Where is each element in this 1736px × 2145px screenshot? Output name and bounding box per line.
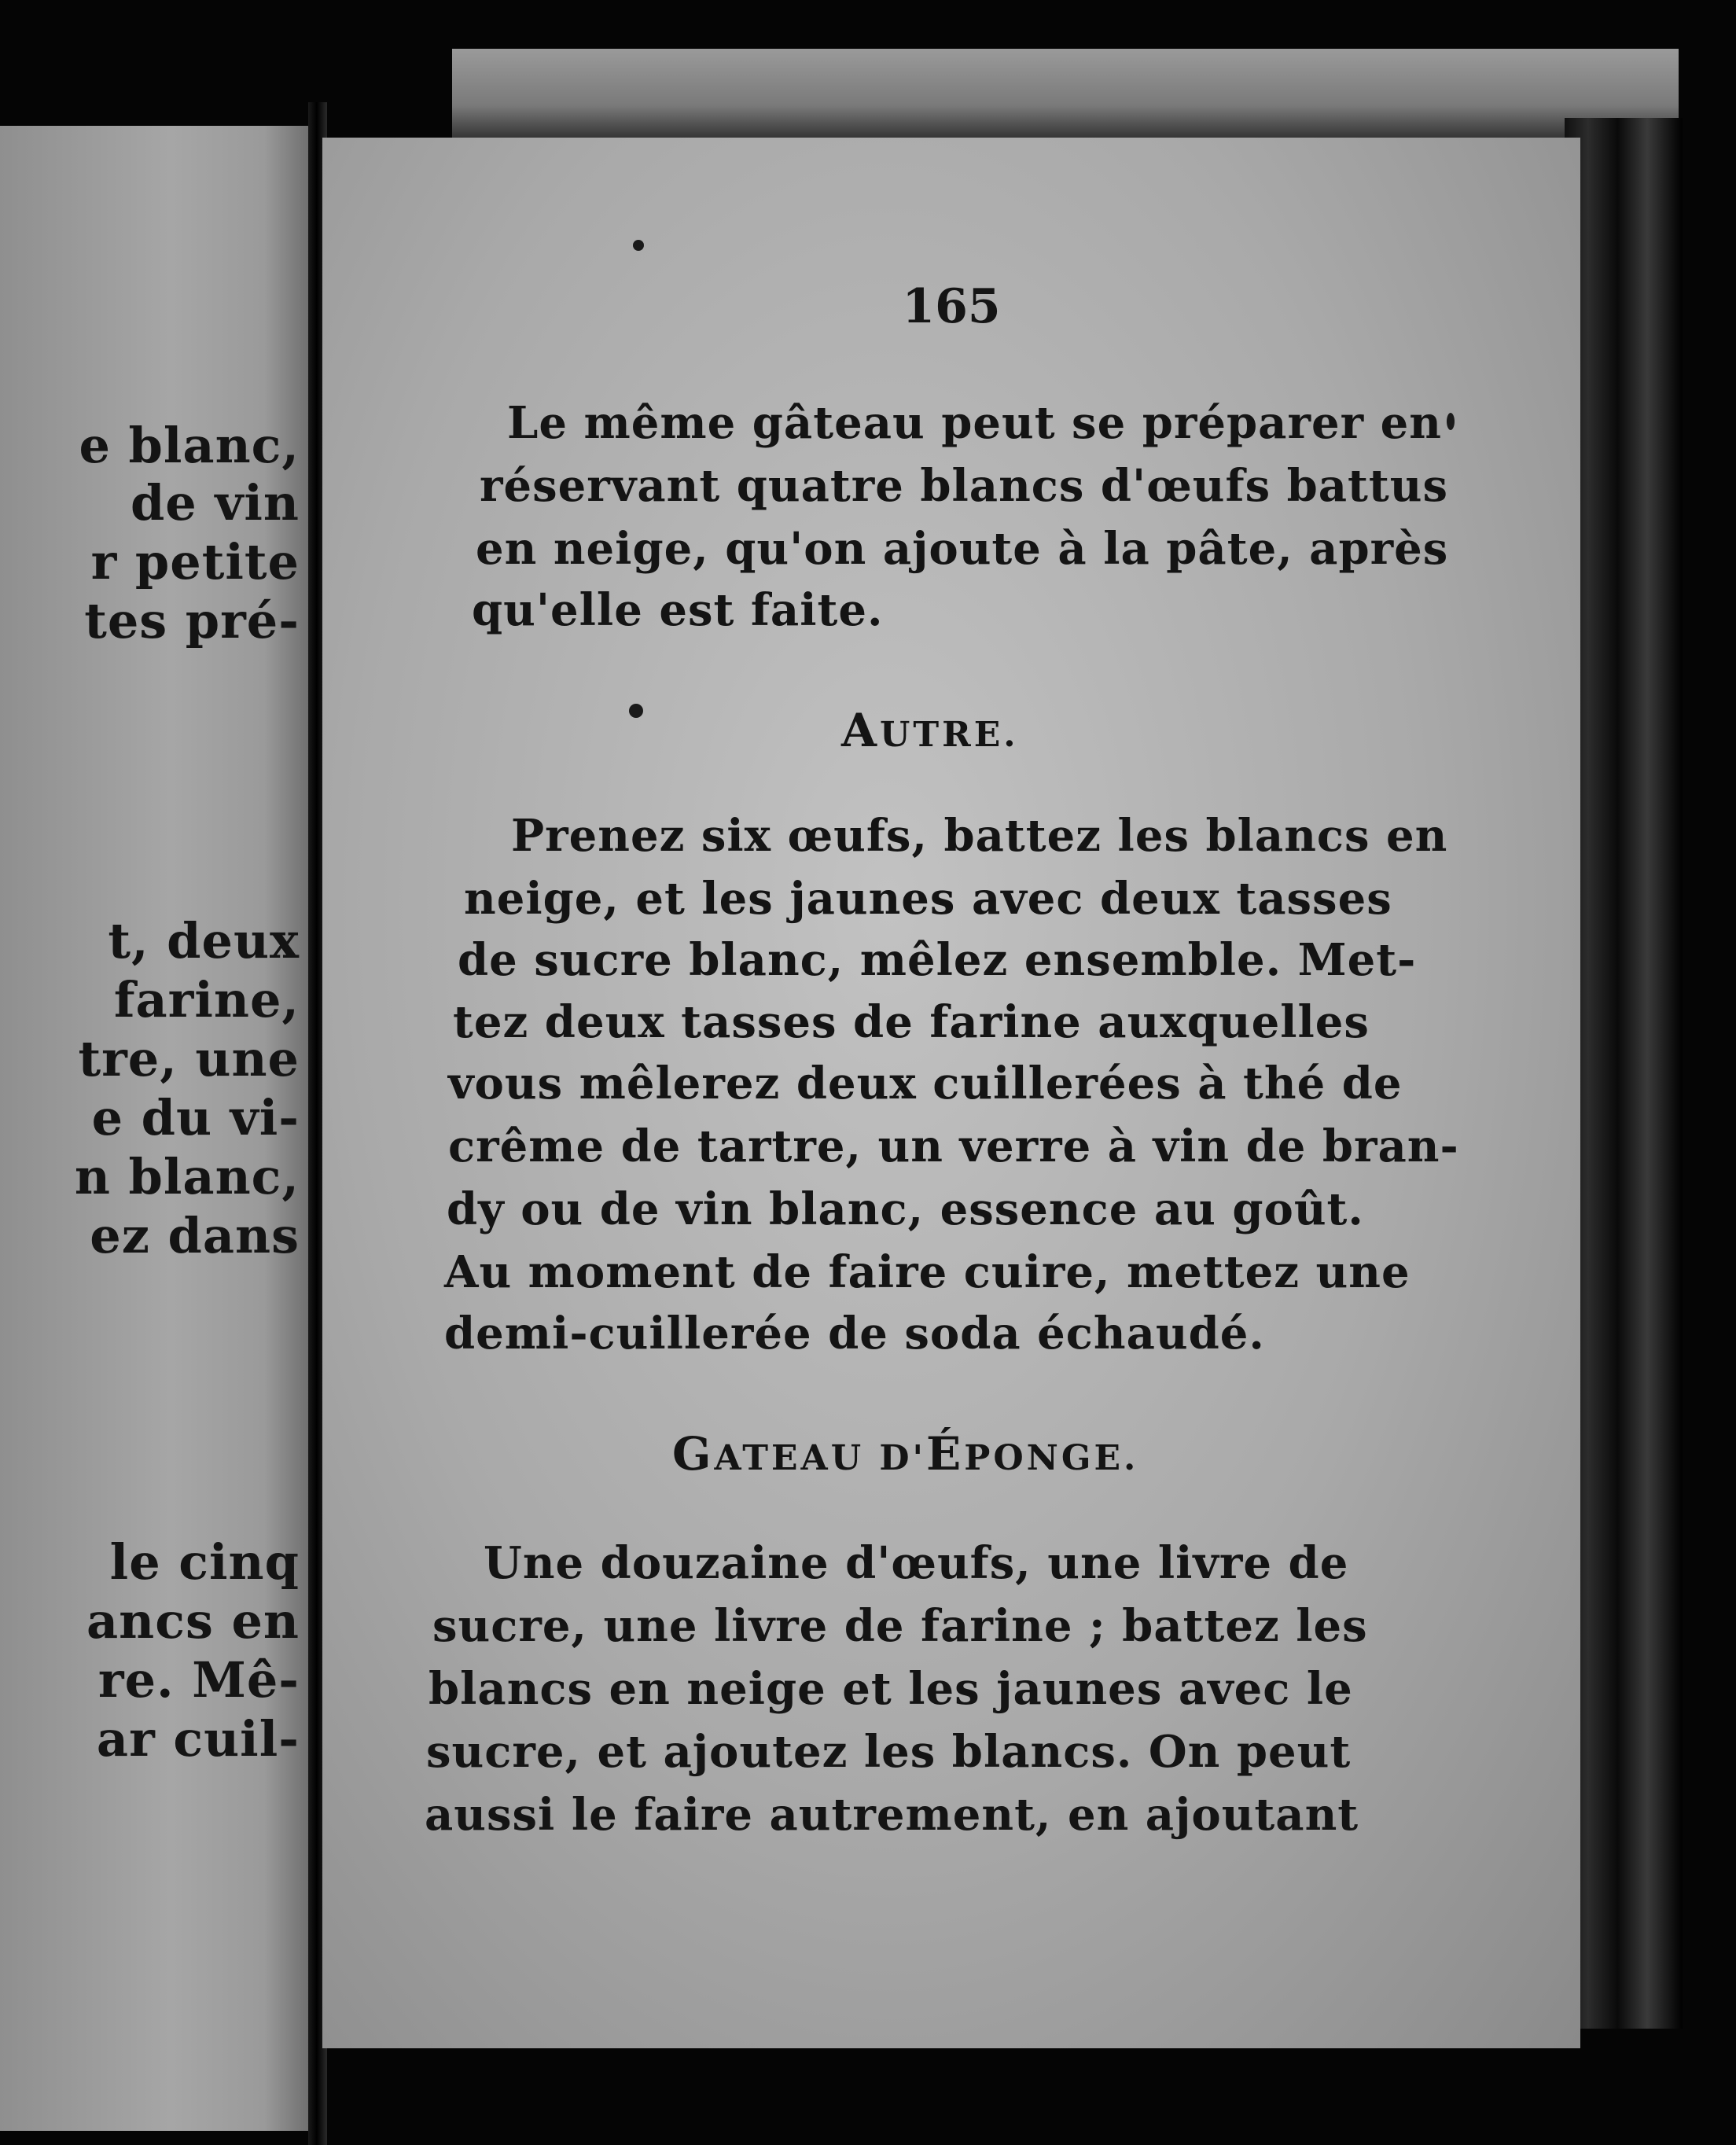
paragraph-line: neige, et les jaunes avec deux tasses: [464, 873, 1392, 925]
left-page-line: t, deux: [108, 912, 300, 969]
paragraph-line: vous mêlerez deux cuillerées à thé de: [448, 1058, 1403, 1109]
paragraph-line: de sucre blanc, mêlez ensemble. Met-: [458, 934, 1417, 986]
left-page-line: de vin: [130, 474, 300, 532]
left-page-line: tes pré-: [84, 592, 300, 649]
paragraph-line: demi-cuillerée de soda échaudé.: [444, 1308, 1265, 1359]
left-page-line: r petite: [90, 533, 300, 591]
paragraph-line: Une douzaine d'œufs, une livre de: [484, 1537, 1349, 1589]
paragraph-line: réservant quatre blancs d'œufs battus: [480, 460, 1449, 512]
ink-speck: [629, 704, 643, 718]
paragraph-line: en neige, qu'on ajoute à la pâte, après: [476, 523, 1449, 575]
paragraph-line: dy ou de vin blanc, essence au goût.: [447, 1183, 1364, 1235]
paragraph-line: qu'elle est faite.: [472, 584, 884, 636]
left-page-line: le cinq: [109, 1533, 300, 1591]
left-page-line: ez dans: [90, 1207, 300, 1264]
paragraph-line: Le même gâteau peut se préparer en: [507, 397, 1442, 449]
paragraph-line: Prenez six œufs, battez les blancs en: [511, 810, 1448, 862]
left-page-line: ancs en: [86, 1592, 300, 1650]
left-page: [0, 126, 311, 2131]
paragraph-line: sucre, une livre de farine ; battez les: [432, 1600, 1368, 1652]
section-heading-gateau-d-eponge: GATEAU D'ÉPONGE.: [672, 1427, 1139, 1481]
left-page-line: re. Mê-: [97, 1651, 300, 1709]
ink-speck: [1447, 413, 1455, 430]
section-heading-autre: AUTRE.: [841, 704, 1019, 757]
paragraph-line: sucre, et ajoutez les blancs. On peut: [426, 1726, 1352, 1778]
left-page-line: n blanc,: [74, 1148, 300, 1205]
paragraph-line: Au moment de faire cuire, mettez une: [444, 1246, 1410, 1298]
left-page-line: ar cuil-: [96, 1710, 300, 1768]
paragraph-line: blancs en neige et les jaunes avec le: [428, 1663, 1353, 1715]
book-page-edge-right: [1565, 118, 1683, 2029]
paragraph-line: tez deux tasses de farine auxquelles: [453, 996, 1370, 1048]
paragraph-line: aussi le faire autrement, en ajoutant: [425, 1789, 1359, 1841]
left-page-line: farine,: [113, 971, 300, 1028]
left-page-line: e du vi-: [91, 1089, 300, 1146]
ink-speck: [633, 240, 644, 251]
page-number: 165: [902, 279, 1001, 334]
paragraph-line: crême de tartre, un verre à vin de bran-: [448, 1120, 1459, 1172]
left-page-line: tre, une: [78, 1030, 300, 1087]
book-page-edge-top: [452, 49, 1679, 143]
right-page: [322, 138, 1580, 2048]
left-page-line: e blanc,: [79, 417, 300, 474]
